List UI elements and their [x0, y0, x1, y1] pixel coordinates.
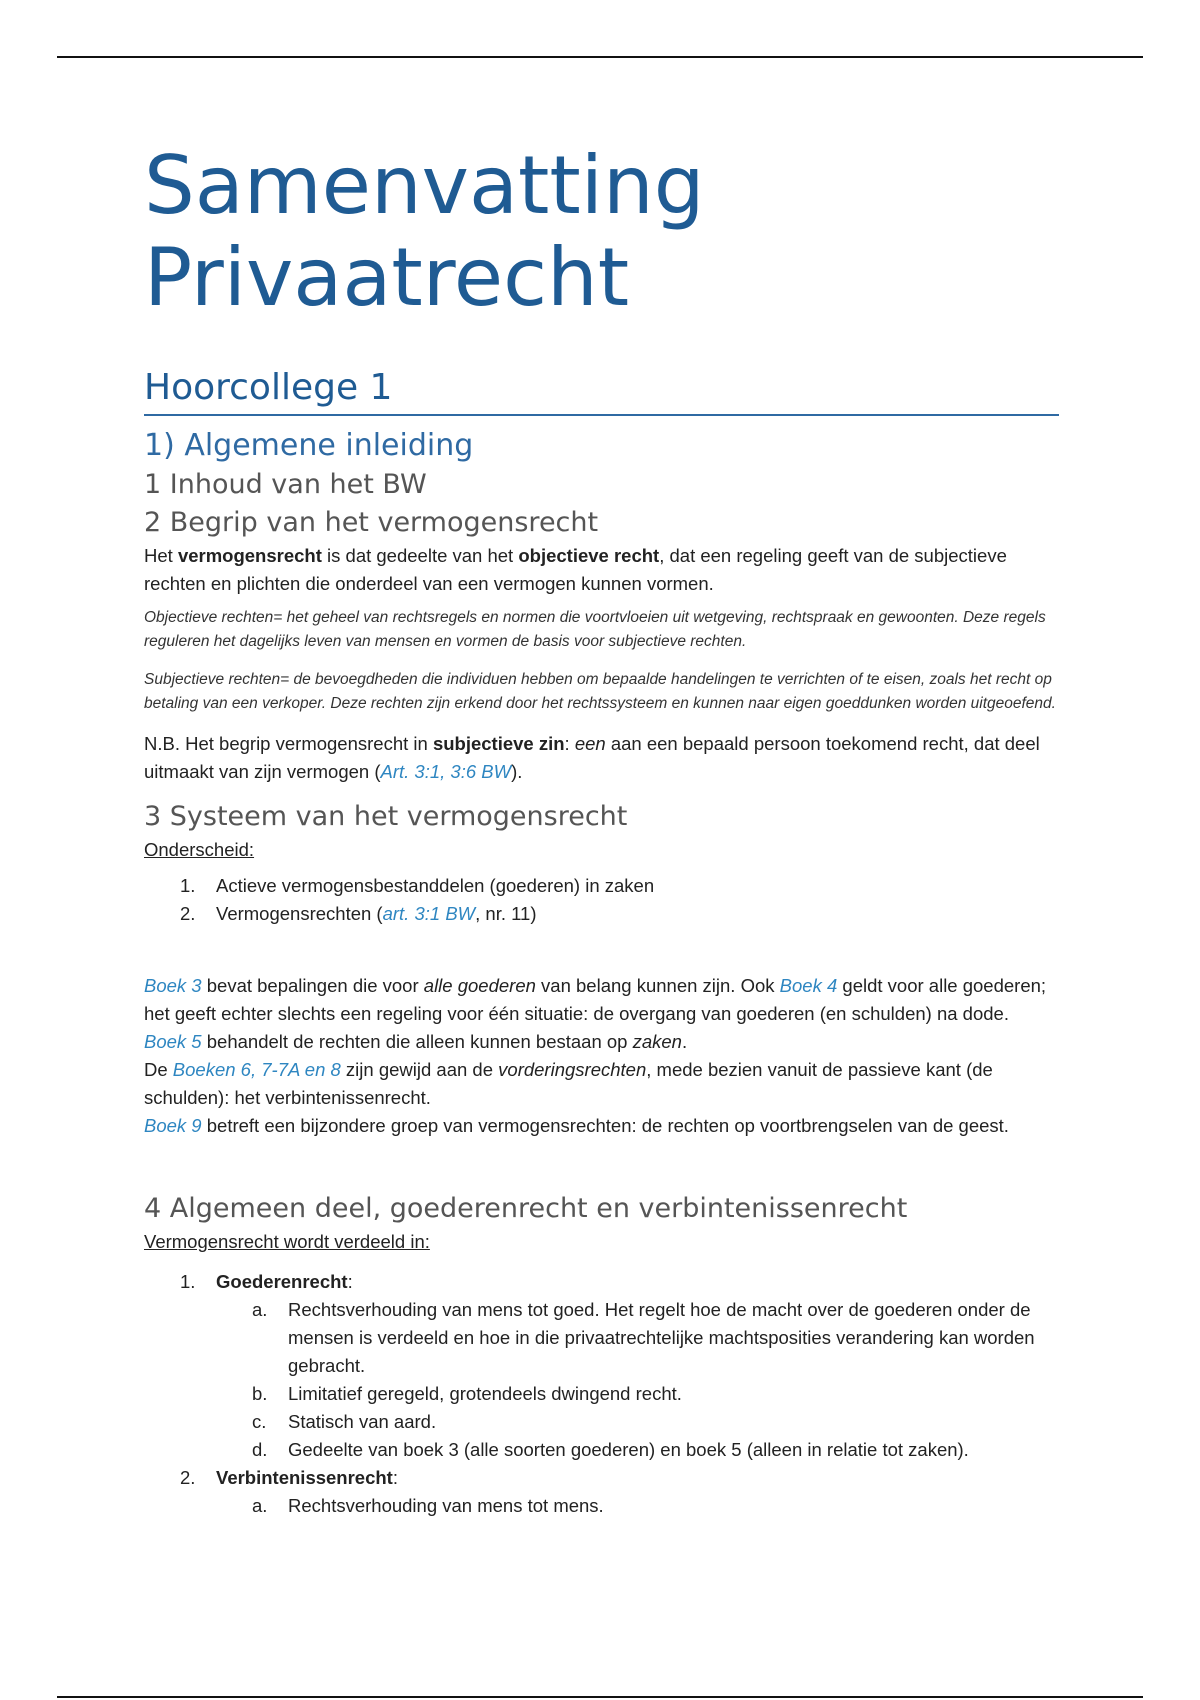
label-verdeeld: Vermogensrecht wordt verdeeld in: — [144, 1231, 430, 1252]
heading-algemeen-deel: 4 Algemeen deel, goederenrecht en verbintenissenrecht — [144, 1193, 908, 1224]
document-title — [144, 140, 1059, 324]
definition-objectieve-rechten: Objectieve rechten= het geheel van rechtsregels en normen die voortvloeien uit wetgeving, rechtspraak en gewoonten. Deze regels reguleren het dagelijks leven van mensen en vormen de basis voor subjectieve rechten. — [144, 609, 1046, 650]
link-art-3-1-3-6[interactable]: Art. 3:1, 3:6 BW — [380, 761, 512, 782]
paragraph-vermogensrecht: Het vermogensrecht is dat gedeelte van het objectieve recht, dat een regeling geeft van de subjectieve rechten en plichten die onderdeel van een vermogen kunnen vormen. — [144, 545, 1007, 594]
list-item: 2. Vermogensrechten (art. 3:1 BW, nr. 11) — [180, 903, 537, 924]
list-item: a. Rechtsverhouding van mens tot mens. — [252, 1495, 604, 1516]
title-line-1: Samenvatting — [144, 139, 705, 232]
heading-begrip-vermogensrecht: 2 Begrip van het vermogensrecht — [144, 507, 599, 538]
boek-9-text: Boek 9 betreft een bijzondere groep van vermogensrechten: de rechten op voortbrengselen van de geest. — [144, 1115, 1009, 1136]
list-item: a. Rechtsverhouding van mens tot goed. Het regelt hoe de macht over de goederen onder de mensen is verdeeld en hoe in die privaatrechtelijke machtsposities verandering kan worden gebracht. — [252, 1299, 1035, 1376]
paragraph-nb: N.B. Het begrip vermogensrecht in subjectieve zin: een aan een bepaald persoon toekomend recht, dat deel uitmaakt van zijn vermogen (Art. 3:1, 3:6 BW). — [144, 733, 1040, 782]
list-item: 2. Verbintenissenrecht: — [180, 1467, 398, 1488]
list-verdeling — [144, 1268, 1059, 1520]
title-line-2: Privaatrecht — [144, 231, 630, 324]
list-item: 1. Goederenrecht: — [180, 1271, 353, 1292]
boek-5-text: Boek 5 behandelt de rechten die alleen kunnen bestaan op zaken. — [144, 1031, 688, 1052]
list-onderscheid — [144, 872, 1059, 928]
paragraph-boeken — [144, 972, 1059, 1140]
heading-algemene-inleiding: 1) Algemene inleiding — [144, 428, 474, 463]
link-boek-9[interactable]: Boek 9 — [144, 1115, 202, 1136]
definition-subjectieve-rechten: Subjectieve rechten= de bevoegdheden die individuen hebben om bepaalde handelingen te verrichten of te eisen, zoals het recht op betaling van een verkoper. Deze rechten zijn erkend door het rechtssysteem en kunnen naar eigen goeddunken worden uitgeoefend. — [144, 671, 1056, 712]
list-item: d. Gedeelte van boek 3 (alle soorten goederen) en boek 5 (alleen in relatie tot zaken). — [252, 1439, 969, 1460]
heading-inhoud-bw: 1 Inhoud van het BW — [144, 469, 427, 500]
boek-3-4-text: Boek 3 bevat bepalingen die voor alle goederen van belang kunnen zijn. Ook Boek 4 geldt voor alle goederen; het geeft echter slechts een regeling voor één situatie: de overgang van goederen (en schulden) na dode. — [144, 975, 1047, 1024]
link-art-3-1[interactable]: art. 3:1 BW — [382, 903, 476, 924]
link-boek-3[interactable]: Boek 3 — [144, 975, 202, 996]
link-boek-4[interactable]: Boek 4 — [779, 975, 838, 996]
list-item: b. Limitatief geregeld, grotendeels dwingend recht. — [252, 1383, 682, 1404]
top-rule — [57, 56, 1143, 58]
boek-6-8-text: De Boeken 6, 7-7A en 8 zijn gewijd aan de vorderingsrechten, mede bezien vanuit de passieve kant (de schulden): het verbintenissenrecht. — [144, 1059, 993, 1108]
link-boeken-6-8[interactable]: Boeken 6, 7-7A en 8 — [172, 1059, 341, 1080]
heading-hoorcollege: Hoorcollege 1 — [144, 366, 1059, 416]
bottom-rule — [57, 1696, 1143, 1698]
list-item: c. Statisch van aard. — [252, 1411, 437, 1432]
label-onderscheid: Onderscheid: — [144, 839, 255, 860]
list-item: 1. Actieve vermogensbestanddelen (goederen) in zaken — [180, 875, 655, 896]
link-boek-5[interactable]: Boek 5 — [144, 1031, 202, 1052]
heading-systeem-vermogensrecht: 3 Systeem van het vermogensrecht — [144, 801, 628, 832]
document-body — [144, 140, 1059, 1520]
